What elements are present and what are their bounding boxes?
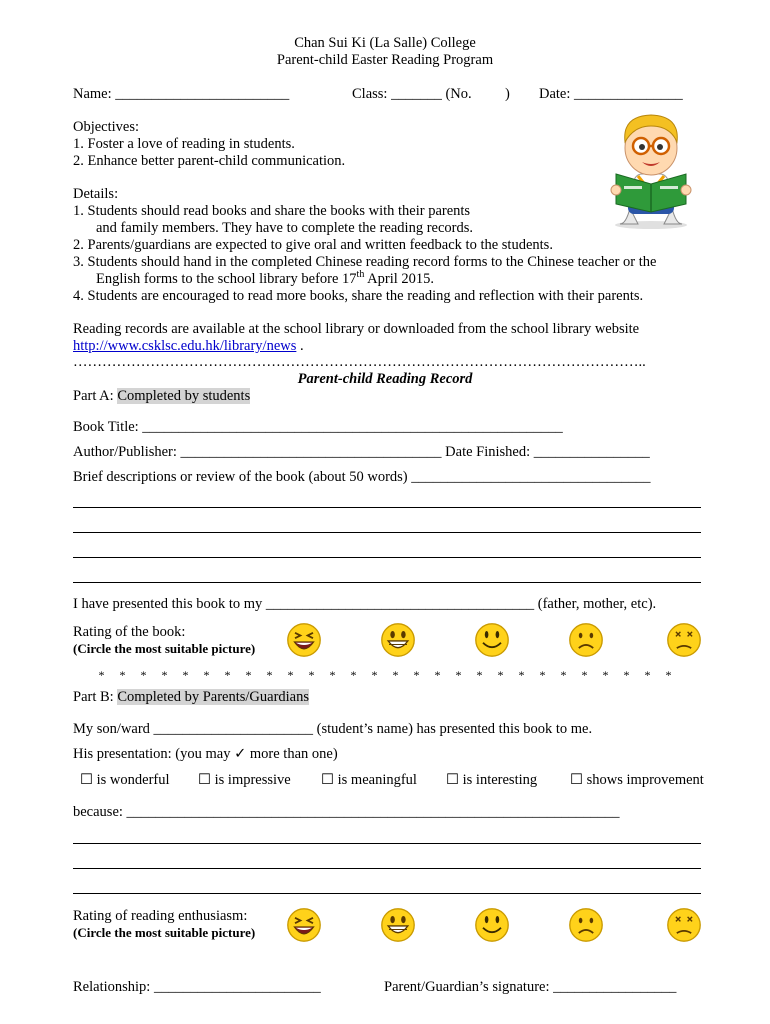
star-separator: * * * * * * * * * * * * * * * * * * * * * * * * * * * * xyxy=(98,668,672,682)
smiling-face-icon[interactable] xyxy=(474,622,510,658)
answer-line[interactable] xyxy=(73,582,701,583)
answer-line[interactable] xyxy=(73,843,701,844)
grinning-face-icon[interactable] xyxy=(380,622,416,658)
book-rating-note: (Circle the most suitable picture) xyxy=(73,641,256,656)
presentation-text: more than one) xyxy=(249,746,338,762)
option-impressive[interactable]: ☐ is impressive xyxy=(198,772,291,788)
records-text: Reading records are available at the school library or downloaded from the school library website xyxy=(73,321,640,337)
smiling-face-icon[interactable] xyxy=(474,907,510,943)
presentation-text: His presentation: (you may xyxy=(73,746,231,762)
class-field-close: ) xyxy=(505,86,510,102)
part-a-heading xyxy=(73,388,250,405)
laughing-face-icon[interactable] xyxy=(286,622,322,658)
part-b-heading xyxy=(73,689,309,706)
library-link[interactable]: http://www.csklsc.edu.hk/library/news xyxy=(73,338,297,354)
dizzy-face-icon[interactable] xyxy=(666,622,702,658)
detail-item: 1. Students should read books and share the books with their parents xyxy=(73,203,471,219)
record-title: Parent-child Reading Record xyxy=(297,371,473,387)
records-line2 xyxy=(73,338,304,355)
check-icon: ✓ xyxy=(234,746,247,762)
ordinal-suffix: th xyxy=(356,269,365,281)
dizzy-face-icon[interactable] xyxy=(666,907,702,943)
answer-line[interactable] xyxy=(73,557,701,558)
option-interesting[interactable]: ☐ is interesting xyxy=(446,772,538,788)
detail-item-cont xyxy=(96,271,434,288)
class-field[interactable]: Class: _______ (No. xyxy=(352,86,472,102)
relationship-field[interactable]: Relationship: _______________________ xyxy=(73,979,321,995)
link-suffix: . xyxy=(296,338,304,354)
ward-field[interactable]: My son/ward ______________________ (student’s name) has presented this book to me. xyxy=(73,721,593,737)
sad-face-icon[interactable] xyxy=(568,622,604,658)
book-rating-label: Rating of the book: xyxy=(73,624,186,640)
because-field[interactable]: because: ____________________________________________________________________ xyxy=(73,804,620,820)
enthusiasm-rating-note: (Circle the most suitable picture) xyxy=(73,925,256,940)
presented-field[interactable]: I have presented this book to my _____________________________________ (father, mother, etc). xyxy=(73,596,657,612)
author-field[interactable]: Author/Publisher: ____________________________________ Date Finished: ________________ xyxy=(73,444,650,460)
detail-text: April 2015. xyxy=(364,271,435,287)
school-name: Chan Sui Ki (La Salle) College xyxy=(294,35,476,51)
part-b-label: Part B: xyxy=(73,689,114,705)
objective-item: 1. Foster a love of reading in students. xyxy=(73,136,295,152)
option-wonderful[interactable]: ☐ is wonderful xyxy=(80,772,170,788)
presentation-instruction xyxy=(73,746,338,763)
detail-item: 2. Parents/guardians are expected to give oral and written feedback to the students. xyxy=(73,237,553,253)
answer-line[interactable] xyxy=(73,868,701,869)
brief-field[interactable]: Brief descriptions or review of the book (about 50 words) _________________________________ xyxy=(73,469,651,485)
answer-line[interactable] xyxy=(73,507,701,508)
laughing-face-icon[interactable] xyxy=(286,907,322,943)
date-field[interactable]: Date: _______________ xyxy=(539,86,683,102)
program-title: Parent-child Easter Reading Program xyxy=(276,52,494,68)
objective-item: 2. Enhance better parent-child communication. xyxy=(73,153,346,169)
detail-item-cont: and family members. They have to complete the reading records. xyxy=(96,220,473,236)
dotted-divider: ……………………………………………………………………………………………………….. xyxy=(73,354,646,370)
details-heading: Details: xyxy=(73,186,119,202)
detail-text: English forms to the school library before 17 xyxy=(96,271,357,287)
option-improvement[interactable]: ☐ shows improvement xyxy=(570,772,704,788)
name-field[interactable]: Name: ________________________ xyxy=(73,86,290,102)
answer-line[interactable] xyxy=(73,532,701,533)
detail-item: 4. Students are encouraged to read more books, share the reading and reflection with their parents. xyxy=(73,288,644,304)
book-title-field[interactable]: Book Title: __________________________________________________________ xyxy=(73,419,563,435)
sad-face-icon[interactable] xyxy=(568,907,604,943)
part-b-highlight: Completed by Parents/Guardians xyxy=(117,689,309,705)
objectives-heading: Objectives: xyxy=(73,119,140,135)
answer-line[interactable] xyxy=(73,893,701,894)
boy-reading-illustration xyxy=(608,112,694,230)
option-meaningful[interactable]: ☐ is meaningful xyxy=(321,772,417,788)
enthusiasm-rating-label: Rating of reading enthusiasm: xyxy=(73,908,248,924)
signature-field[interactable]: Parent/Guardian’s signature: _________________ xyxy=(384,979,677,995)
part-a-label: Part A: xyxy=(73,388,114,404)
grinning-face-icon[interactable] xyxy=(380,907,416,943)
part-a-highlight: Completed by students xyxy=(117,388,251,404)
detail-item: 3. Students should hand in the completed Chinese reading record forms to the Chinese teacher or the xyxy=(73,254,657,270)
